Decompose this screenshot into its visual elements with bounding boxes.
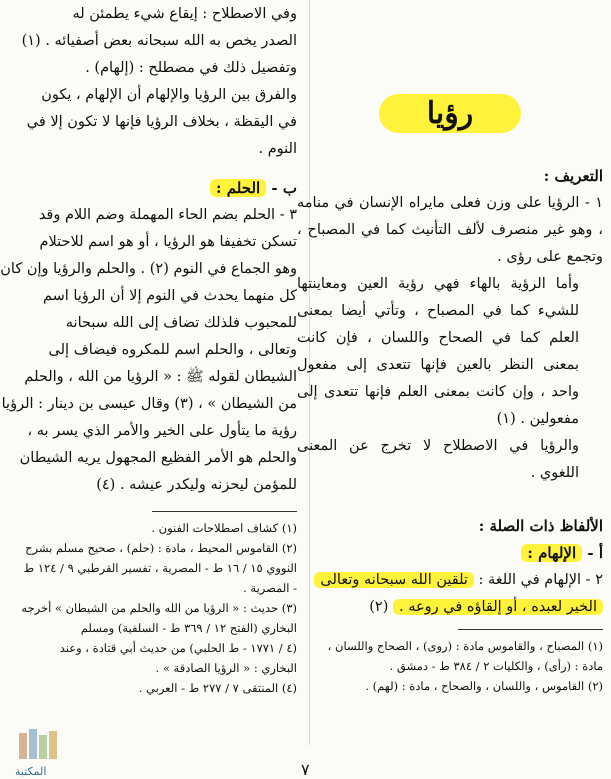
ilham-line-2-suffix: (٢) [369,599,389,615]
ilham-line-1-prefix: ٢ - الإلهام في اللغة : [478,572,603,588]
left-line: الصدر يخص به الله سبحانه بعض أصفيائه . (١) [21,33,297,49]
right-footnote-2: (٢) القاموس ، واللسان ، والصحاح ، مادة : (لهم) . [365,679,603,693]
hilm-line: الشيطان لقوله ﷺ : « الرؤيا من الله ، والحلم [24,369,297,385]
right-footnote-1-cont: مادة : (رأى) ، والكليات ٢ / ٣٨٤ ط - دمشق . [389,659,603,673]
hilm-heading [21,175,297,202]
left-line: والفرق بين الرؤيا والإلهام أن الإلهام ، يكون [41,87,297,103]
article-title: رؤيا [379,94,521,133]
left-footnote: (٣) حديث : « الرؤيا من الله والحلم من الشيطان » أخرجه [21,601,297,615]
ilham-heading [297,540,603,567]
definition-heading: التعريف : [543,167,603,185]
hilm-line: كل منهما يحدث في النوم إلا أن الرؤيا اسم [42,288,297,304]
hilm-line: رؤية ما يتأول على الخير والأمر الذي يسر به ، [27,423,297,439]
left-footnote: البخاري (الفتح ١٢ / ٣٦٩ ط - السلفية) ومسلم [80,621,297,635]
footnote-separator [458,629,603,630]
hilm-line: ٣ - الحلم بضم الحاء المهملة وضم اللام وقد [38,207,297,223]
ilham-line-2 [297,594,603,621]
left-column [0,0,297,698]
left-footnote: النووي ١٥ / ١٦ ط - المصرية ، تفسير القرطبي ٩ / ١٢٤ ط [23,561,297,575]
hilm-line: من الشيطان » ، (٣) وقال عيسى بن دينار : الرؤيا [1,396,297,412]
hilm-line: وتعالى ، والحلم اسم للمكروه فيضاف إلى [48,342,297,358]
hilm-heading-text: الحلم : [210,179,266,197]
left-footnote: - المصرية . [243,581,297,595]
ilham-prefix: أ - [587,544,603,562]
definition-paragraph-3: والرؤيا في الاصطلاح لا تخرج عن المعنى اللغوي . [297,438,579,481]
hilm-line: والحلم هو الأمر الفظيع المجهول يريه الشيطان [19,450,297,466]
footnote-separator [152,511,297,512]
hilm-line: وهو الجماع في النوم (٢) . والحلم والرؤيا وإن كان [0,261,297,277]
left-footnote: البخاري : « الرؤيا الصادقة » . [155,661,297,675]
related-terms-heading: الألفاظ ذات الصلة : [478,517,603,535]
right-column [297,0,603,696]
hilm-line: تسكن تخفيفا هو الرؤيا ، أو هو اسم للاحتلام [39,234,297,250]
ilham-definition-highlight-2: الخير لعبده ، أو إلقاؤه في روعه . [393,599,603,615]
left-line: وفي الاصطلاح : إيقاع شيء يطمئن له [72,6,297,22]
page-number: ٧ [301,760,310,779]
definition-paragraph-2: وأما الرؤية بالهاء فهي رؤية العين ومعاينتها للشيء كما في المصباح ، وتأتي أيضا بمعنى العلم كما في الصحاح واللسان ، فإن كانت بمعنى النظر بالعين فإنها تتعدى إلى مفعول واحد ، وإن كانت بمعنى العلم فإنها تتعدى إلى مفعولين . (١) [297,276,579,427]
left-line: النوم . [258,141,297,157]
left-line: وتفصيل ذلك في مصطلح : (إلهام) . [85,60,297,76]
hilm-line: للمحبوب فلذلك تضاف إلى الله سبحانه [65,315,297,331]
ilham-heading-text: الإلهام : [521,544,582,562]
left-footnote: (١) كشاف اصطلاحات الفنون . [151,521,297,535]
ilham-definition-highlight-1: تلقين الله سبحانه وتعالى [314,572,474,588]
right-footnote-1: (١) المصباح ، والقاموس مادة : (روى) ، الصحاح واللسان ، [327,639,603,653]
left-footnote: (٤) المنتقى ٧ / ٢٧٧ ط - العربي . [138,681,297,695]
definition-paragraph-1: ١ - الرؤيا على وزن فعلى مايراه الإنسان في منامه ، وهو غير منصرف لألف التأنيث كما في المصباح ، وتجمع على رؤى . [297,195,603,265]
hilm-prefix: ب - [271,179,297,197]
left-footnote: (٢) القاموس المحيط ، مادة : (حلم) ، صحيح مسلم بشرح [25,541,297,555]
left-line: في اليقظة ، بخلاف الرؤيا فإنها لا تكون إلا في [26,114,297,130]
hilm-line: للمؤمن ليحزنه وليكدر عيشه . (٤) [96,477,297,493]
ilham-line-1 [297,567,603,594]
left-footnote: (٤ / ١٧٧١ - ط الحلبي) من حديث أبي قتادة ، وعند [59,641,297,655]
watermark-label: المكتبة [15,765,47,778]
